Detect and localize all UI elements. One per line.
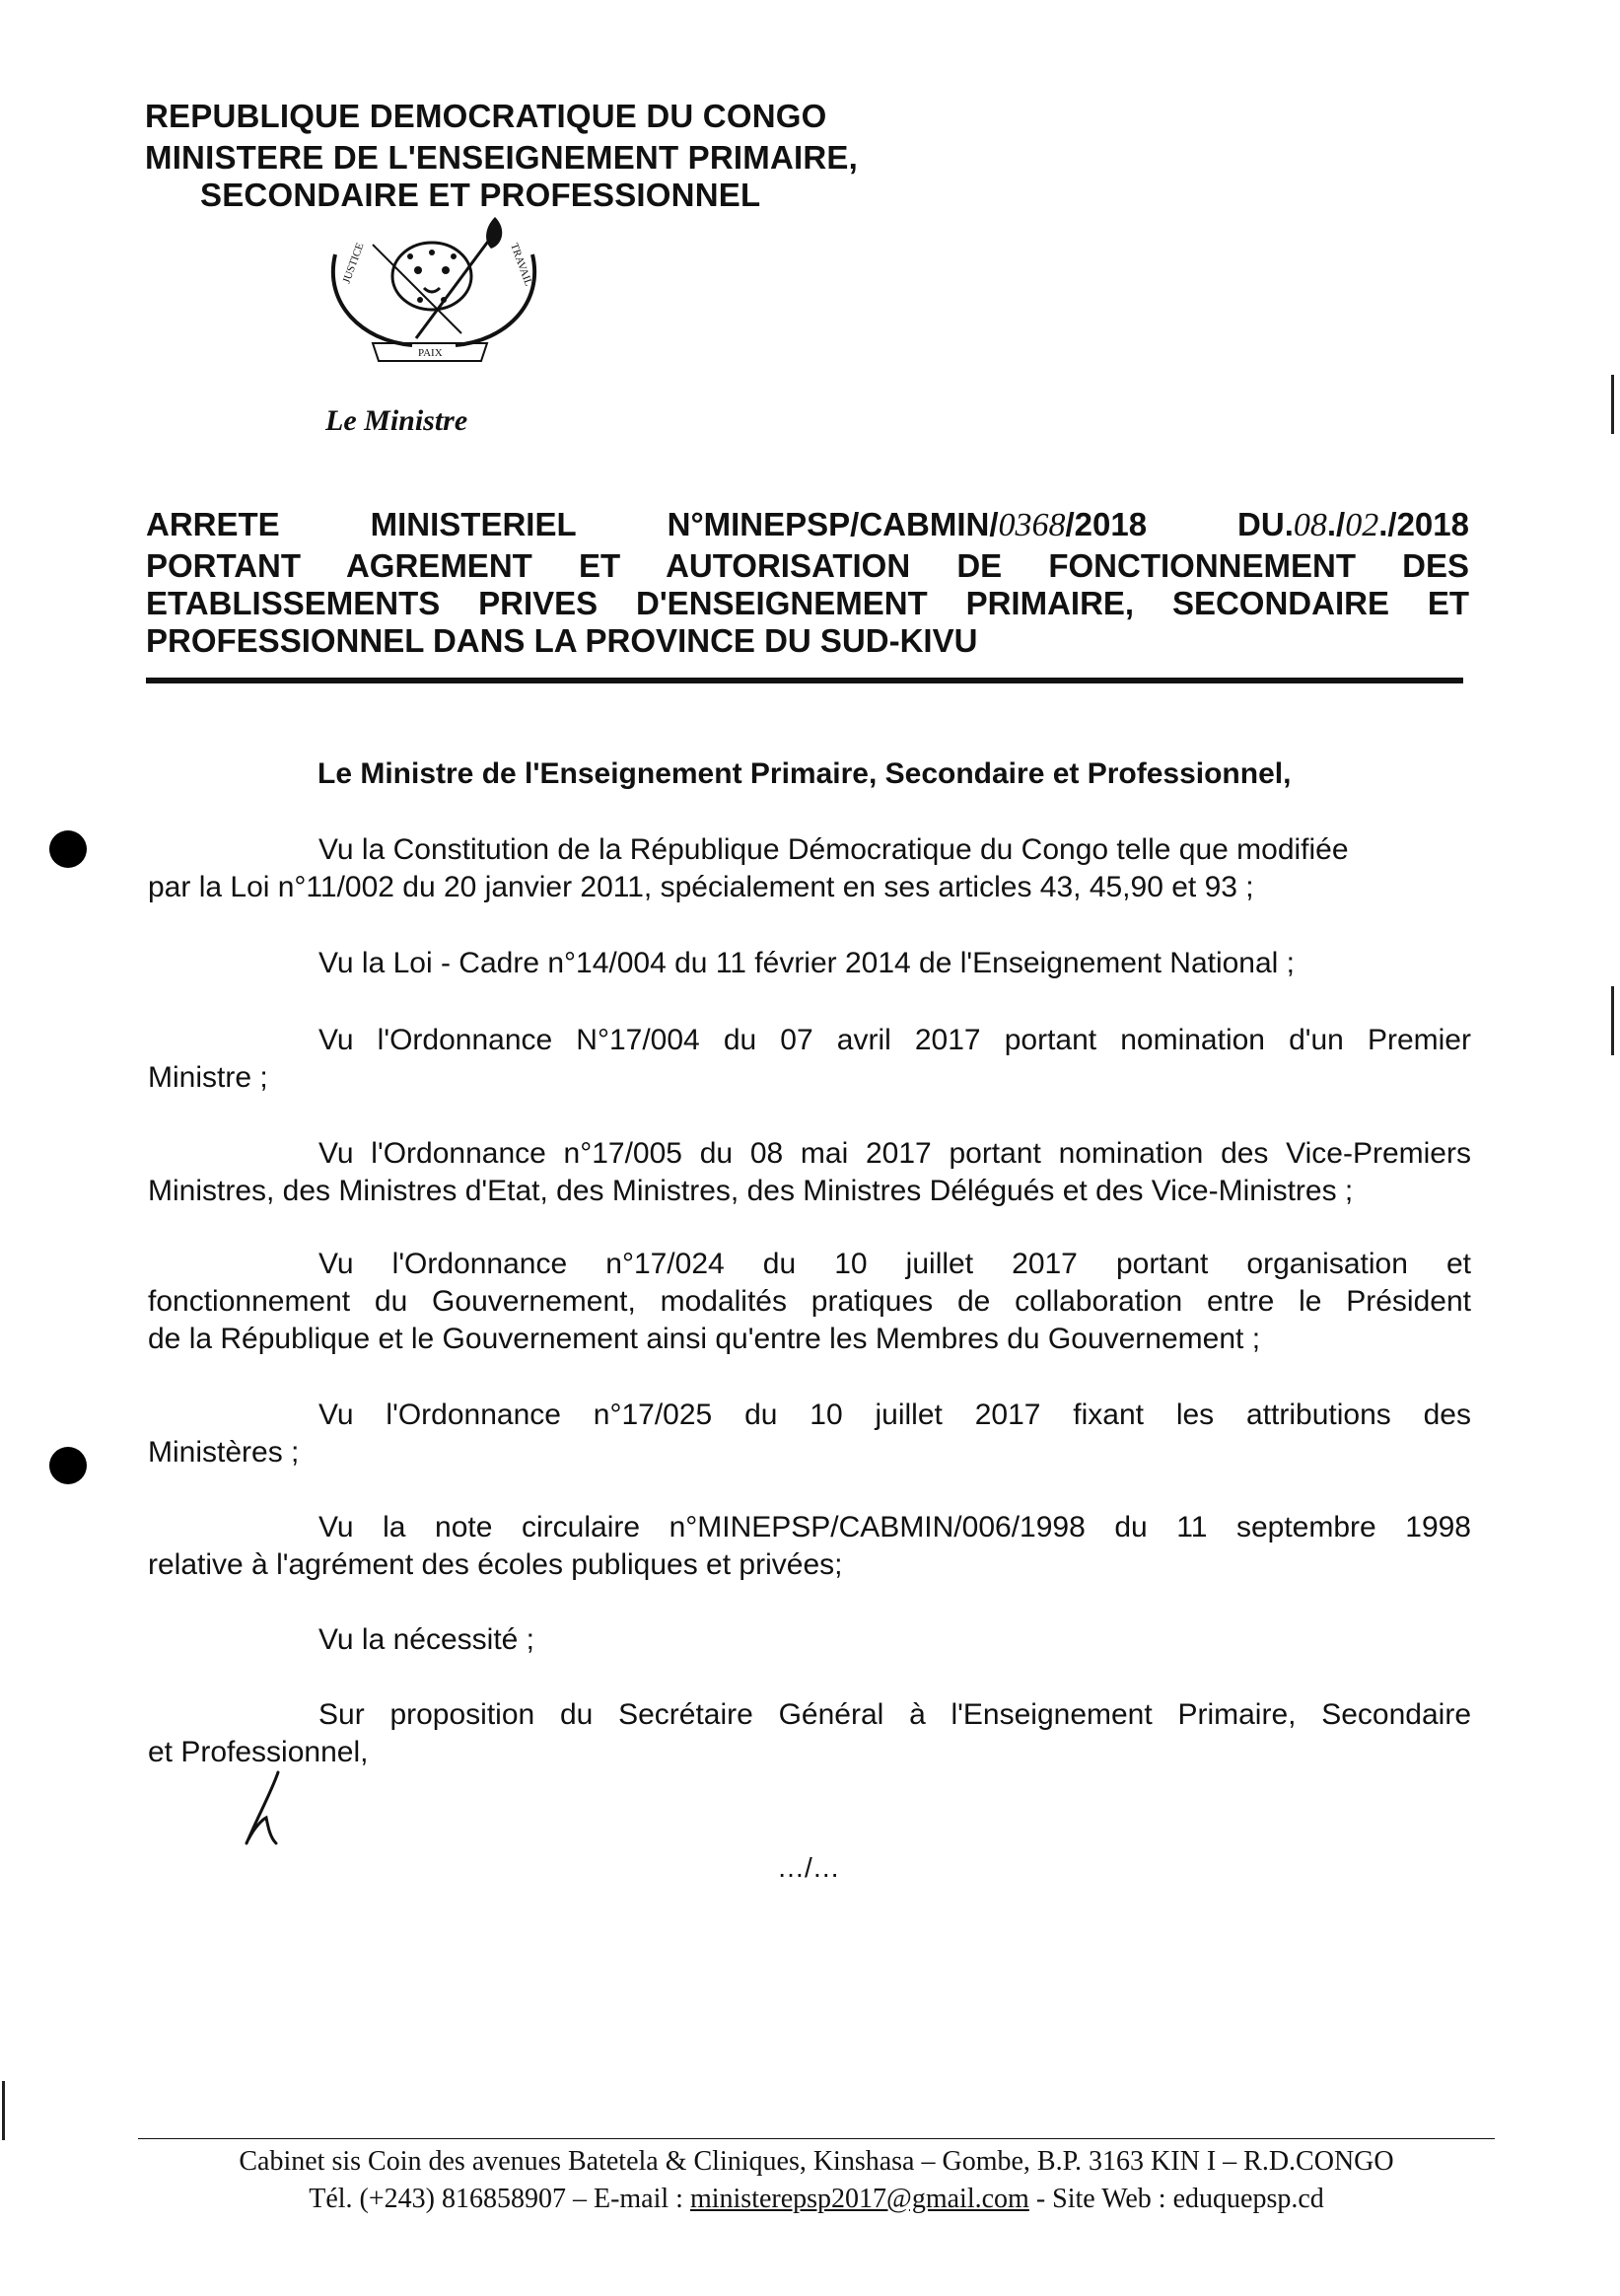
paragraph-line: Sur proposition du Secrétaire Général à l'Enseignement Primaire, Secondaire bbox=[318, 1698, 1471, 1731]
punch-hole-mark bbox=[49, 830, 87, 868]
decree-date-month: 02 bbox=[1345, 507, 1379, 543]
intro-line: Le Ministre de l'Enseignement Primaire, Secondaire et Professionnel, bbox=[317, 757, 1292, 790]
footer-address: Cabinet sis Coin des avenues Batetela & Cliniques, Kinshasa – Gombe, B.P. 3163 KIN I – R.D.CONGO bbox=[239, 2146, 1394, 2177]
footer-email-link[interactable]: ministerepsp2017@gmail.com bbox=[689, 2184, 1029, 2214]
paragraph-line: Vu la Constitution de la République Démocratique du Congo telle que modifiée bbox=[318, 833, 1349, 866]
decree-number-handwritten: 0368 bbox=[998, 507, 1066, 543]
decree-title-line1 bbox=[146, 506, 1469, 544]
decree-date-prefix: DU. bbox=[1237, 506, 1294, 542]
minister-label: Le Ministre bbox=[325, 404, 468, 437]
header-country: REPUBLIQUE DEMOCRATIQUE DU CONGO bbox=[145, 98, 827, 134]
coat-of-arms-emblem bbox=[314, 215, 546, 373]
paragraph-necessite bbox=[148, 1621, 1471, 1659]
decree-date-suffix: ./2018 bbox=[1378, 506, 1469, 542]
paragraph-line: Vu l'Ordonnance N°17/004 du 07 avril 2017 portant nomination d'un Premier bbox=[318, 1024, 1471, 1056]
paragraph-note-circulaire bbox=[148, 1509, 1471, 1584]
punch-hole-mark bbox=[49, 1447, 87, 1484]
title-word-ministeriel: MINISTERIEL bbox=[370, 506, 577, 542]
paragraph-line: Vu la nécessité ; bbox=[318, 1623, 535, 1656]
decree-title-line4: PROFESSIONNEL DANS LA PROVINCE DU SUD-KIVU bbox=[146, 622, 978, 659]
handwritten-initial bbox=[229, 1770, 298, 1849]
paragraph-ordonnance-organisation bbox=[148, 1246, 1471, 1358]
paragraph-line: de la République et le Gouvernement ainsi qu'entre les Membres du Gouvernement ; bbox=[148, 1323, 1261, 1355]
paragraph-line: relative à l'agrément des écoles publiques et privées; bbox=[148, 1548, 843, 1581]
paragraph-ordonnance-vice-premiers bbox=[148, 1135, 1471, 1210]
paragraph-line: Ministre ; bbox=[148, 1061, 268, 1094]
scan-edge-mark bbox=[1611, 375, 1614, 434]
paragraph-line: Vu la Loi - Cadre n°14/004 du 11 février 2014 de l'Enseignement National ; bbox=[318, 947, 1296, 979]
decree-title-line2: PORTANT AGREMENT ET AUTORISATION DE FONCTIONNEMENT DES bbox=[146, 547, 1469, 584]
paragraph-line: Vu l'Ordonnance n°17/024 du 10 juillet 2017 portant organisation et bbox=[318, 1248, 1471, 1280]
footer-tel: Tél. (+243) 816858907 – E-mail : bbox=[309, 2184, 690, 2214]
decree-date-day: 08 bbox=[1293, 507, 1327, 543]
decree-title-line3: ETABLISSEMENTS PRIVES D'ENSEIGNEMENT PRIMAIRE, SECONDAIRE ET bbox=[146, 585, 1469, 621]
paragraph-line: et Professionnel, bbox=[148, 1736, 369, 1768]
decree-date bbox=[1237, 506, 1469, 544]
paragraph-line: Ministères ; bbox=[148, 1436, 300, 1469]
paragraph-constitution bbox=[148, 831, 1471, 906]
paragraph-proposition bbox=[148, 1696, 1471, 1771]
footer-website: - Site Web : eduquepsp.cd bbox=[1028, 2184, 1324, 2214]
seal-text-center: PAIX bbox=[418, 347, 443, 359]
decree-number-suffix: /2018 bbox=[1065, 506, 1148, 542]
decree-number bbox=[668, 506, 1147, 544]
footer-divider bbox=[138, 2138, 1495, 2139]
scan-edge-mark bbox=[1611, 986, 1614, 1055]
seal-text-left: JUSTICE bbox=[340, 241, 367, 286]
paragraph-ordonnance-premier-ministre bbox=[148, 1022, 1471, 1097]
page-continuation: …/… bbox=[777, 1852, 840, 1883]
decree-date-sep: ./ bbox=[1326, 506, 1346, 542]
paragraph-ordonnance-attributions bbox=[148, 1397, 1471, 1471]
decree-number-prefix: N°MINEPSP/CABMIN/ bbox=[667, 506, 999, 542]
title-underline bbox=[146, 678, 1463, 683]
paragraph-line: Vu l'Ordonnance n°17/005 du 08 mai 2017 portant nomination des Vice-Premiers bbox=[318, 1137, 1471, 1170]
paragraph-line: par la Loi n°11/002 du 20 janvier 2011, spécialement en ses articles 43, 45,90 et 93 ; bbox=[148, 871, 1254, 903]
title-word-arrete: ARRETE bbox=[146, 506, 280, 542]
header-ministry: MINISTERE DE L'ENSEIGNEMENT PRIMAIRE, bbox=[145, 139, 858, 176]
paragraph-line: Vu l'Ordonnance n°17/025 du 10 juillet 2017 fixant les attributions des bbox=[318, 1399, 1471, 1431]
paragraph-line: fonctionnement du Gouvernement, modalités pratiques de collaboration entre le Président bbox=[148, 1285, 1471, 1318]
paragraph-line: Ministres, des Ministres d'Etat, des Ministres, des Ministres Délégués et des Vice-Ministres ; bbox=[148, 1175, 1354, 1207]
seal-text-right: TRAVAIL bbox=[508, 241, 534, 288]
header-ministry-cont: SECONDAIRE ET PROFESSIONNEL bbox=[200, 177, 761, 213]
scan-edge-mark bbox=[2, 2081, 5, 2140]
paragraph-loi-cadre bbox=[148, 945, 1471, 982]
paragraph-line: Vu la note circulaire n°MINEPSP/CABMIN/006/1998 du 11 septembre 1998 bbox=[318, 1511, 1471, 1543]
footer-contact bbox=[138, 2184, 1495, 2215]
